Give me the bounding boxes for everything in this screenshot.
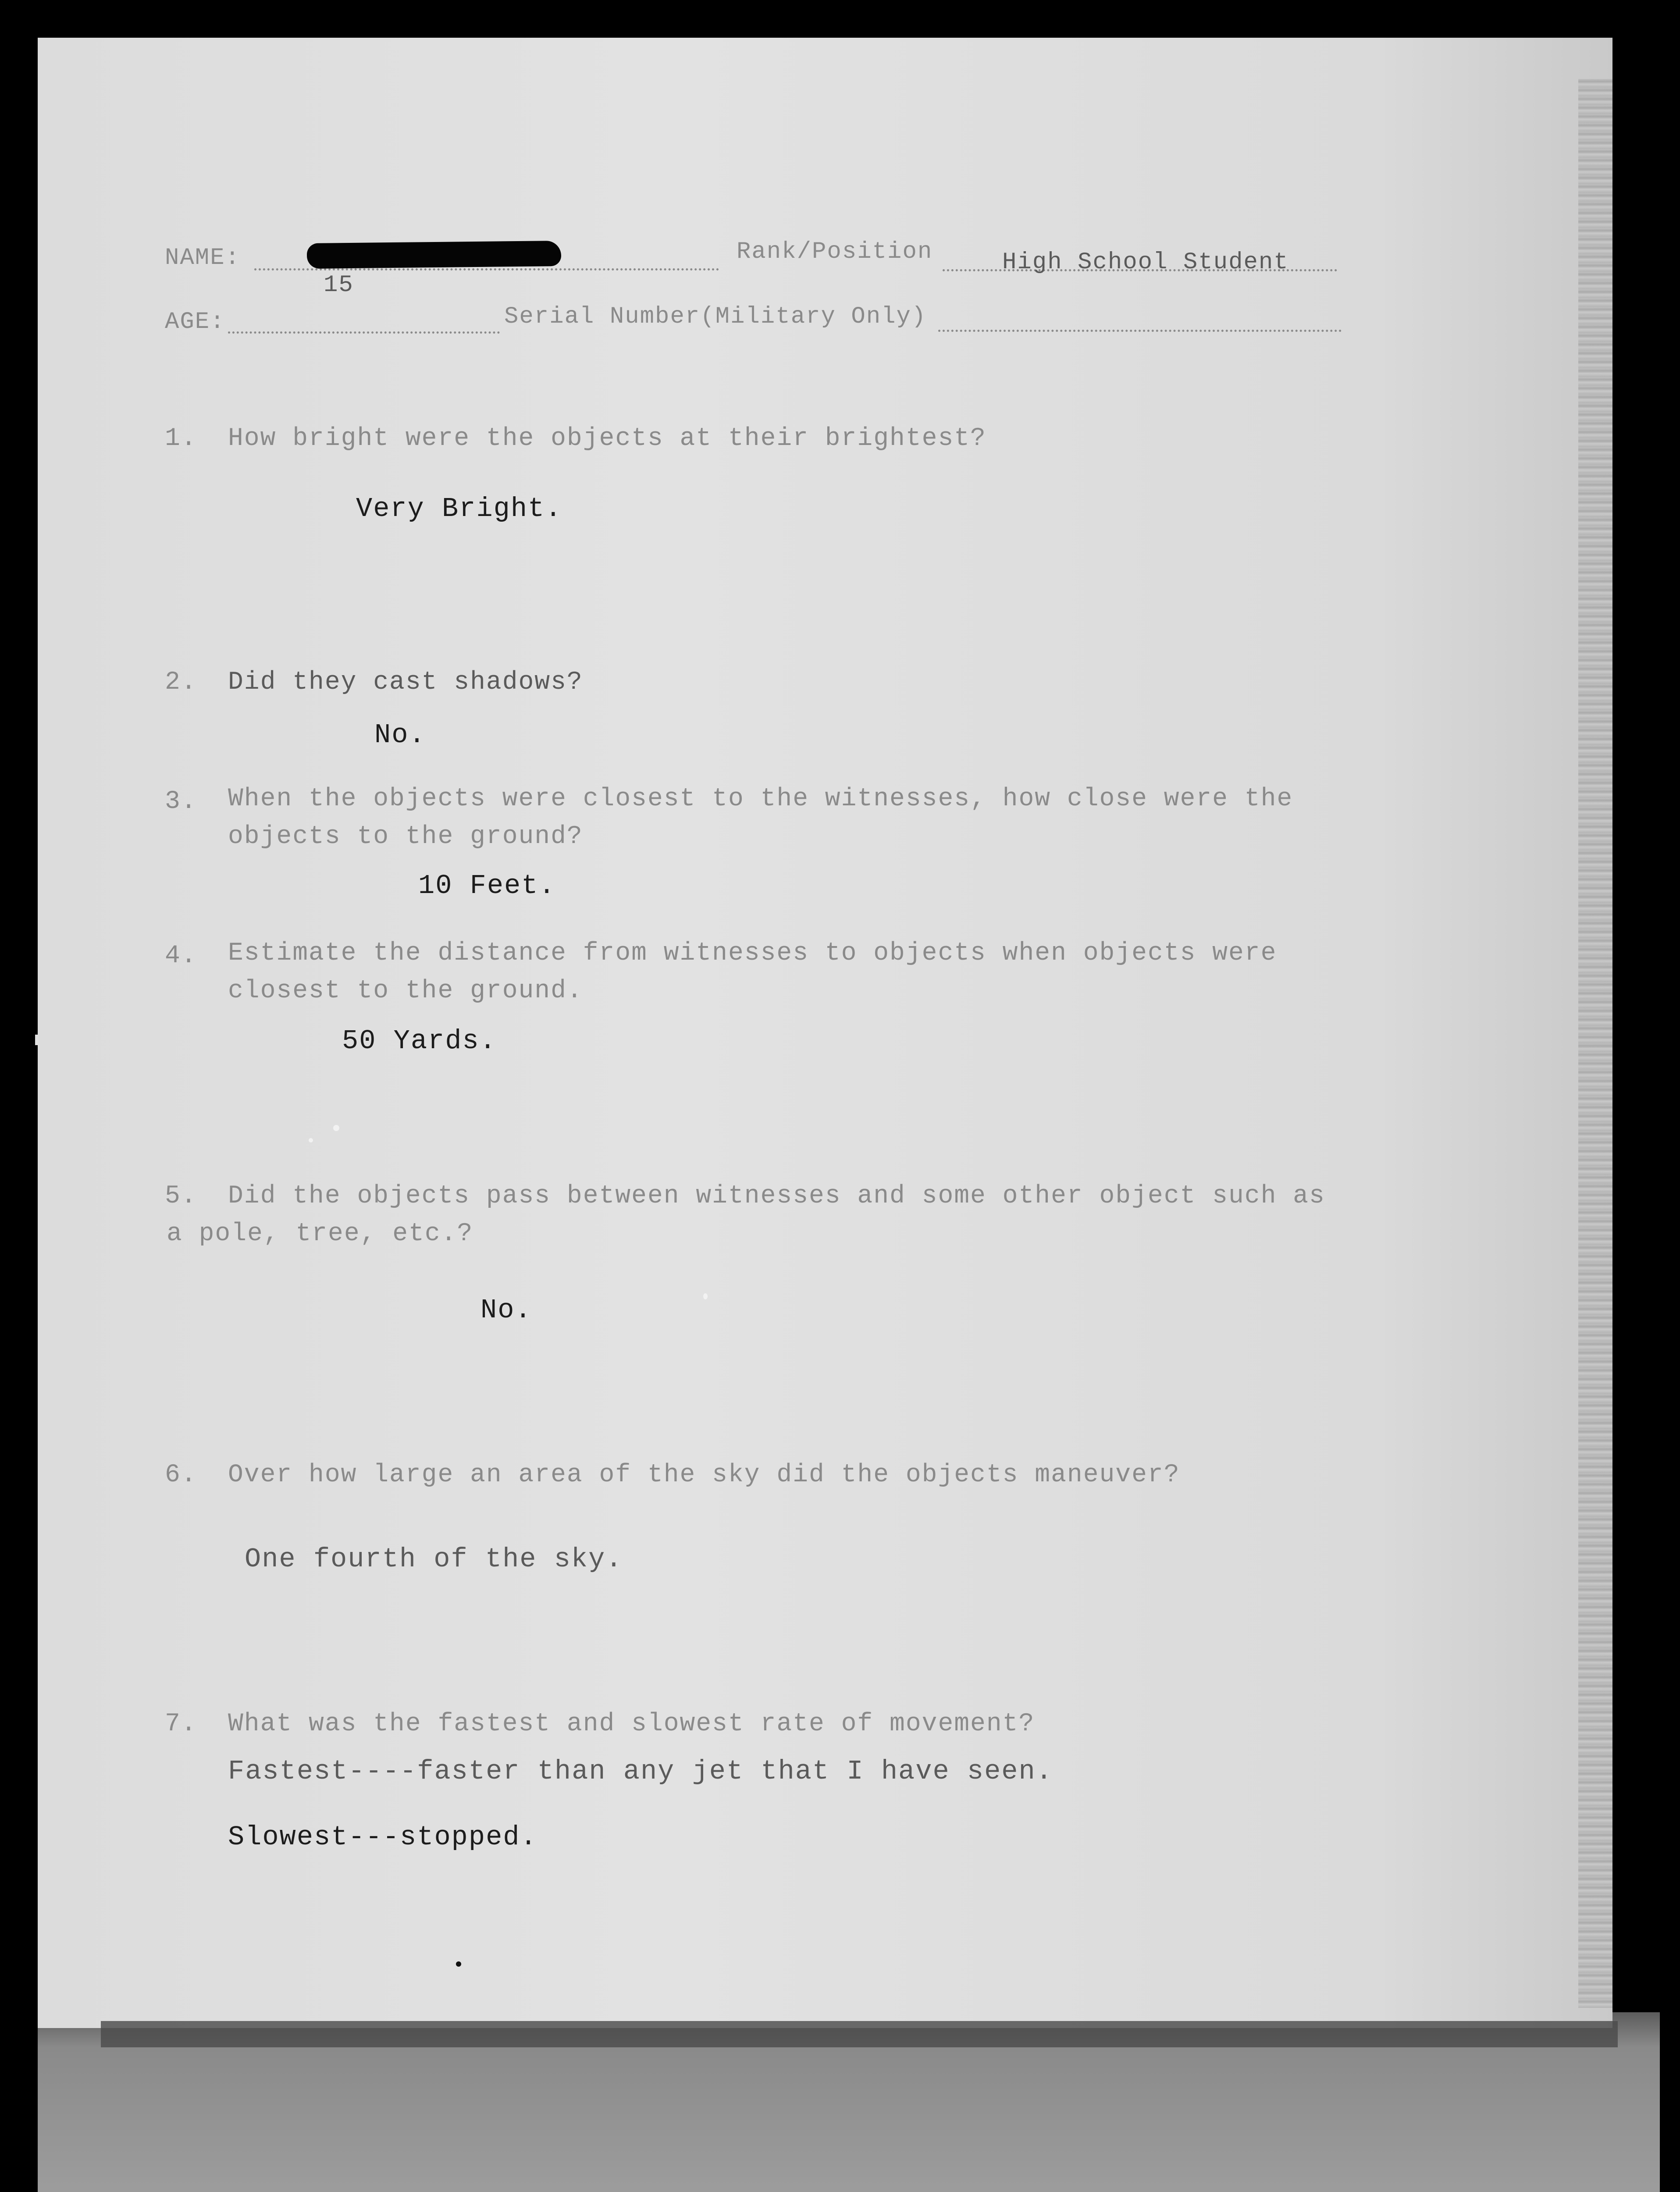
question-5-line-2: a pole, tree, etc.? [167,1220,473,1248]
question-6-number: 6. [165,1461,197,1489]
ink-dot [456,1961,461,1967]
serial-label: Serial Number(Military Only) [504,303,927,330]
answer-1: Very Bright. [356,493,562,524]
answer-5: No. [481,1295,532,1326]
question-3-number: 3. [165,787,197,816]
scan-speck [333,1125,339,1131]
question-2-number: 2. [165,668,197,697]
answer-6: One fourth of the sky. [245,1544,623,1575]
answer-3: 10 Feet. [418,870,556,901]
question-5-line-1: Did the objects pass between witnesses and some other object such as [228,1182,1325,1210]
question-1-text: How bright were the objects at their brightest? [228,424,986,453]
name-label: NAME: [165,245,241,271]
answer-2: No. [374,719,426,751]
scan-speck [309,1138,313,1142]
question-4-line-1: Estimate the distance from witnesses to objects when objects were [228,939,1277,968]
answer-7-fastest: Fastest----faster than any jet that I have seen. [228,1756,1053,1787]
question-1-number: 1. [165,424,197,453]
name-underline [254,268,719,270]
question-5-number: 5. [165,1182,197,1210]
question-2-text: Did they cast shadows? [228,668,583,697]
age-value: 15 [324,272,354,299]
question-6-text: Over how large an area of the sky did the objects maneuver? [228,1461,1180,1489]
scan-speck [703,1293,708,1299]
page-edge-shadow [1578,79,1612,2008]
question-4-number: 4. [165,942,197,970]
age-underline [228,331,500,334]
age-label: AGE: [165,309,225,335]
rank-label: Rank/Position [737,238,933,265]
answer-7-slowest: Slowest---stopped. [228,1822,537,1853]
question-3-line-2: objects to the ground? [228,822,583,851]
edge-mark [35,1035,39,1045]
answer-4: 50 Yards. [342,1025,497,1057]
page-bottom-shadow [101,2021,1618,2047]
rank-value: High School Student [1002,249,1289,276]
question-7-text: What was the fastest and slowest rate of movement? [228,1710,1035,1738]
question-7-number: 7. [165,1710,197,1738]
name-redaction [307,241,562,269]
serial-underline [938,330,1342,332]
question-3-line-1: When the objects were closest to the witnesses, how close were the [228,785,1293,813]
question-4-line-2: closest to the ground. [228,977,583,1005]
